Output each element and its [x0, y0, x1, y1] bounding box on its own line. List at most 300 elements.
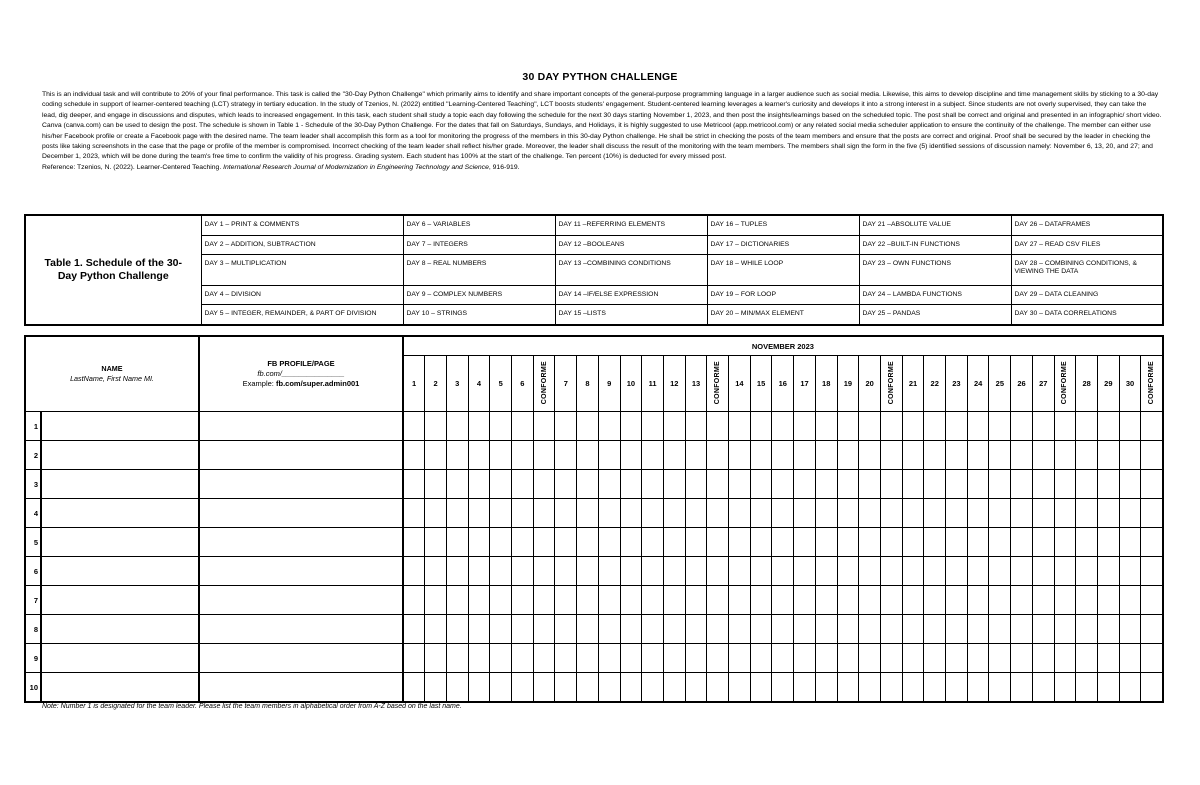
day-check-cell[interactable]	[1098, 586, 1120, 615]
conforme-cell[interactable]	[533, 412, 555, 441]
conforme-cell[interactable]	[1054, 673, 1076, 703]
day-check-cell[interactable]	[1098, 499, 1120, 528]
day-check-cell[interactable]	[967, 557, 989, 586]
day-check-cell[interactable]	[750, 673, 772, 703]
day-check-cell[interactable]	[1119, 499, 1141, 528]
day-check-cell[interactable]	[577, 470, 599, 499]
conforme-cell[interactable]	[1141, 586, 1163, 615]
day-check-cell[interactable]	[1032, 499, 1054, 528]
day-check-cell[interactable]	[490, 499, 512, 528]
day-check-cell[interactable]	[598, 441, 620, 470]
day-check-cell[interactable]	[446, 586, 468, 615]
day-check-cell[interactable]	[902, 557, 924, 586]
day-check-cell[interactable]	[859, 499, 881, 528]
day-check-cell[interactable]	[1032, 528, 1054, 557]
day-check-cell[interactable]	[468, 615, 490, 644]
day-check-cell[interactable]	[490, 441, 512, 470]
day-check-cell[interactable]	[468, 673, 490, 703]
day-check-cell[interactable]	[663, 470, 685, 499]
day-check-cell[interactable]	[1076, 499, 1098, 528]
day-check-cell[interactable]	[663, 499, 685, 528]
fb-profile-cell[interactable]	[199, 557, 403, 586]
day-check-cell[interactable]	[620, 644, 642, 673]
day-check-cell[interactable]	[902, 673, 924, 703]
day-check-cell[interactable]	[967, 441, 989, 470]
day-check-cell[interactable]	[729, 470, 751, 499]
day-check-cell[interactable]	[967, 528, 989, 557]
conforme-cell[interactable]	[880, 644, 902, 673]
day-check-cell[interactable]	[490, 470, 512, 499]
conforme-cell[interactable]	[533, 644, 555, 673]
day-check-cell[interactable]	[620, 499, 642, 528]
day-check-cell[interactable]	[512, 644, 534, 673]
conforme-cell[interactable]	[1141, 673, 1163, 703]
day-check-cell[interactable]	[512, 557, 534, 586]
day-check-cell[interactable]	[685, 470, 707, 499]
day-check-cell[interactable]	[946, 528, 968, 557]
day-check-cell[interactable]	[967, 412, 989, 441]
fb-profile-cell[interactable]	[199, 528, 403, 557]
day-check-cell[interactable]	[794, 499, 816, 528]
conforme-cell[interactable]	[533, 470, 555, 499]
day-check-cell[interactable]	[989, 673, 1011, 703]
day-check-cell[interactable]	[685, 586, 707, 615]
conforme-cell[interactable]	[533, 441, 555, 470]
conforme-cell[interactable]	[533, 586, 555, 615]
day-check-cell[interactable]	[1119, 644, 1141, 673]
day-check-cell[interactable]	[598, 557, 620, 586]
day-check-cell[interactable]	[859, 441, 881, 470]
day-check-cell[interactable]	[490, 412, 512, 441]
day-check-cell[interactable]	[403, 499, 425, 528]
day-check-cell[interactable]	[967, 499, 989, 528]
day-check-cell[interactable]	[1032, 441, 1054, 470]
day-check-cell[interactable]	[663, 586, 685, 615]
day-check-cell[interactable]	[794, 412, 816, 441]
name-cell[interactable]	[41, 499, 199, 528]
day-check-cell[interactable]	[729, 586, 751, 615]
day-check-cell[interactable]	[577, 586, 599, 615]
day-check-cell[interactable]	[685, 615, 707, 644]
day-check-cell[interactable]	[663, 615, 685, 644]
day-check-cell[interactable]	[815, 586, 837, 615]
day-check-cell[interactable]	[859, 470, 881, 499]
day-check-cell[interactable]	[837, 615, 859, 644]
conforme-cell[interactable]	[1054, 528, 1076, 557]
day-check-cell[interactable]	[490, 528, 512, 557]
day-check-cell[interactable]	[772, 644, 794, 673]
name-cell[interactable]	[41, 441, 199, 470]
day-check-cell[interactable]	[794, 586, 816, 615]
day-check-cell[interactable]	[924, 615, 946, 644]
day-check-cell[interactable]	[555, 673, 577, 703]
day-check-cell[interactable]	[1011, 615, 1033, 644]
day-check-cell[interactable]	[577, 557, 599, 586]
day-check-cell[interactable]	[468, 470, 490, 499]
day-check-cell[interactable]	[403, 644, 425, 673]
day-check-cell[interactable]	[555, 557, 577, 586]
day-check-cell[interactable]	[794, 441, 816, 470]
day-check-cell[interactable]	[1011, 586, 1033, 615]
day-check-cell[interactable]	[815, 441, 837, 470]
conforme-cell[interactable]	[880, 673, 902, 703]
day-check-cell[interactable]	[794, 673, 816, 703]
day-check-cell[interactable]	[685, 644, 707, 673]
day-check-cell[interactable]	[1011, 673, 1033, 703]
day-check-cell[interactable]	[1011, 557, 1033, 586]
day-check-cell[interactable]	[902, 499, 924, 528]
day-check-cell[interactable]	[924, 586, 946, 615]
day-check-cell[interactable]	[620, 615, 642, 644]
day-check-cell[interactable]	[729, 528, 751, 557]
day-check-cell[interactable]	[750, 557, 772, 586]
day-check-cell[interactable]	[620, 441, 642, 470]
day-check-cell[interactable]	[946, 557, 968, 586]
day-check-cell[interactable]	[512, 615, 534, 644]
day-check-cell[interactable]	[729, 644, 751, 673]
day-check-cell[interactable]	[989, 499, 1011, 528]
day-check-cell[interactable]	[772, 615, 794, 644]
day-check-cell[interactable]	[924, 470, 946, 499]
day-check-cell[interactable]	[577, 615, 599, 644]
conforme-cell[interactable]	[707, 586, 729, 615]
day-check-cell[interactable]	[772, 557, 794, 586]
name-cell[interactable]	[41, 673, 199, 703]
conforme-cell[interactable]	[533, 499, 555, 528]
day-check-cell[interactable]	[989, 586, 1011, 615]
day-check-cell[interactable]	[837, 673, 859, 703]
day-check-cell[interactable]	[642, 644, 664, 673]
day-check-cell[interactable]	[794, 644, 816, 673]
day-check-cell[interactable]	[946, 644, 968, 673]
day-check-cell[interactable]	[1011, 644, 1033, 673]
day-check-cell[interactable]	[1011, 470, 1033, 499]
day-check-cell[interactable]	[729, 615, 751, 644]
day-check-cell[interactable]	[1119, 470, 1141, 499]
conforme-cell[interactable]	[1054, 412, 1076, 441]
day-check-cell[interactable]	[555, 586, 577, 615]
fb-profile-cell[interactable]	[199, 586, 403, 615]
day-check-cell[interactable]	[446, 644, 468, 673]
day-check-cell[interactable]	[902, 412, 924, 441]
day-check-cell[interactable]	[815, 644, 837, 673]
day-check-cell[interactable]	[1098, 470, 1120, 499]
name-cell[interactable]	[41, 586, 199, 615]
day-check-cell[interactable]	[750, 499, 772, 528]
conforme-cell[interactable]	[1054, 644, 1076, 673]
day-check-cell[interactable]	[794, 557, 816, 586]
day-check-cell[interactable]	[446, 499, 468, 528]
day-check-cell[interactable]	[620, 528, 642, 557]
day-check-cell[interactable]	[1076, 412, 1098, 441]
conforme-cell[interactable]	[707, 412, 729, 441]
day-check-cell[interactable]	[425, 673, 447, 703]
conforme-cell[interactable]	[533, 673, 555, 703]
day-check-cell[interactable]	[729, 441, 751, 470]
conforme-cell[interactable]	[880, 586, 902, 615]
day-check-cell[interactable]	[924, 673, 946, 703]
day-check-cell[interactable]	[425, 499, 447, 528]
day-check-cell[interactable]	[468, 528, 490, 557]
day-check-cell[interactable]	[620, 412, 642, 441]
conforme-cell[interactable]	[1054, 470, 1076, 499]
conforme-cell[interactable]	[1054, 586, 1076, 615]
day-check-cell[interactable]	[750, 441, 772, 470]
conforme-cell[interactable]	[533, 557, 555, 586]
day-check-cell[interactable]	[902, 615, 924, 644]
day-check-cell[interactable]	[598, 499, 620, 528]
day-check-cell[interactable]	[468, 586, 490, 615]
conforme-cell[interactable]	[1054, 441, 1076, 470]
day-check-cell[interactable]	[1098, 528, 1120, 557]
day-check-cell[interactable]	[837, 557, 859, 586]
day-check-cell[interactable]	[598, 470, 620, 499]
day-check-cell[interactable]	[577, 673, 599, 703]
day-check-cell[interactable]	[403, 412, 425, 441]
day-check-cell[interactable]	[902, 470, 924, 499]
day-check-cell[interactable]	[902, 528, 924, 557]
day-check-cell[interactable]	[598, 586, 620, 615]
day-check-cell[interactable]	[750, 470, 772, 499]
day-check-cell[interactable]	[946, 586, 968, 615]
conforme-cell[interactable]	[1141, 412, 1163, 441]
day-check-cell[interactable]	[642, 499, 664, 528]
conforme-cell[interactable]	[533, 615, 555, 644]
day-check-cell[interactable]	[1098, 673, 1120, 703]
day-check-cell[interactable]	[924, 528, 946, 557]
day-check-cell[interactable]	[815, 673, 837, 703]
conforme-cell[interactable]	[707, 644, 729, 673]
day-check-cell[interactable]	[772, 412, 794, 441]
day-check-cell[interactable]	[815, 499, 837, 528]
day-check-cell[interactable]	[989, 528, 1011, 557]
day-check-cell[interactable]	[446, 557, 468, 586]
day-check-cell[interactable]	[794, 615, 816, 644]
day-check-cell[interactable]	[815, 557, 837, 586]
day-check-cell[interactable]	[512, 528, 534, 557]
day-check-cell[interactable]	[837, 528, 859, 557]
day-check-cell[interactable]	[555, 644, 577, 673]
day-check-cell[interactable]	[924, 412, 946, 441]
fb-profile-cell[interactable]	[199, 615, 403, 644]
day-check-cell[interactable]	[772, 673, 794, 703]
day-check-cell[interactable]	[446, 441, 468, 470]
day-check-cell[interactable]	[946, 441, 968, 470]
day-check-cell[interactable]	[772, 528, 794, 557]
day-check-cell[interactable]	[663, 441, 685, 470]
day-check-cell[interactable]	[837, 441, 859, 470]
day-check-cell[interactable]	[989, 412, 1011, 441]
day-check-cell[interactable]	[425, 644, 447, 673]
day-check-cell[interactable]	[1076, 470, 1098, 499]
day-check-cell[interactable]	[512, 470, 534, 499]
day-check-cell[interactable]	[1076, 441, 1098, 470]
conforme-cell[interactable]	[707, 528, 729, 557]
conforme-cell[interactable]	[1141, 557, 1163, 586]
day-check-cell[interactable]	[403, 557, 425, 586]
day-check-cell[interactable]	[902, 441, 924, 470]
day-check-cell[interactable]	[577, 528, 599, 557]
day-check-cell[interactable]	[1098, 441, 1120, 470]
conforme-cell[interactable]	[1141, 615, 1163, 644]
day-check-cell[interactable]	[468, 644, 490, 673]
day-check-cell[interactable]	[859, 586, 881, 615]
day-check-cell[interactable]	[468, 412, 490, 441]
day-check-cell[interactable]	[490, 586, 512, 615]
day-check-cell[interactable]	[772, 499, 794, 528]
day-check-cell[interactable]	[403, 673, 425, 703]
conforme-cell[interactable]	[707, 441, 729, 470]
day-check-cell[interactable]	[685, 528, 707, 557]
day-check-cell[interactable]	[425, 586, 447, 615]
day-check-cell[interactable]	[685, 499, 707, 528]
day-check-cell[interactable]	[663, 673, 685, 703]
day-check-cell[interactable]	[598, 644, 620, 673]
conforme-cell[interactable]	[1141, 441, 1163, 470]
day-check-cell[interactable]	[1076, 644, 1098, 673]
day-check-cell[interactable]	[815, 470, 837, 499]
day-check-cell[interactable]	[772, 586, 794, 615]
day-check-cell[interactable]	[967, 673, 989, 703]
day-check-cell[interactable]	[512, 499, 534, 528]
name-cell[interactable]	[41, 528, 199, 557]
day-check-cell[interactable]	[685, 557, 707, 586]
day-check-cell[interactable]	[425, 441, 447, 470]
day-check-cell[interactable]	[1032, 615, 1054, 644]
day-check-cell[interactable]	[946, 615, 968, 644]
day-check-cell[interactable]	[837, 586, 859, 615]
day-check-cell[interactable]	[1032, 557, 1054, 586]
fb-profile-cell[interactable]	[199, 644, 403, 673]
name-cell[interactable]	[41, 412, 199, 441]
day-check-cell[interactable]	[1011, 441, 1033, 470]
day-check-cell[interactable]	[967, 470, 989, 499]
day-check-cell[interactable]	[425, 615, 447, 644]
day-check-cell[interactable]	[989, 470, 1011, 499]
day-check-cell[interactable]	[1119, 586, 1141, 615]
day-check-cell[interactable]	[642, 470, 664, 499]
day-check-cell[interactable]	[794, 470, 816, 499]
day-check-cell[interactable]	[1032, 586, 1054, 615]
name-cell[interactable]	[41, 615, 199, 644]
day-check-cell[interactable]	[967, 644, 989, 673]
fb-profile-cell[interactable]	[199, 673, 403, 703]
day-check-cell[interactable]	[555, 470, 577, 499]
conforme-cell[interactable]	[880, 499, 902, 528]
day-check-cell[interactable]	[425, 412, 447, 441]
day-check-cell[interactable]	[750, 615, 772, 644]
conforme-cell[interactable]	[707, 557, 729, 586]
day-check-cell[interactable]	[989, 644, 1011, 673]
day-check-cell[interactable]	[490, 644, 512, 673]
conforme-cell[interactable]	[1141, 499, 1163, 528]
conforme-cell[interactable]	[880, 615, 902, 644]
day-check-cell[interactable]	[815, 412, 837, 441]
day-check-cell[interactable]	[924, 441, 946, 470]
day-check-cell[interactable]	[946, 470, 968, 499]
day-check-cell[interactable]	[490, 673, 512, 703]
day-check-cell[interactable]	[1011, 499, 1033, 528]
day-check-cell[interactable]	[924, 557, 946, 586]
day-check-cell[interactable]	[1098, 615, 1120, 644]
day-check-cell[interactable]	[577, 412, 599, 441]
day-check-cell[interactable]	[772, 441, 794, 470]
day-check-cell[interactable]	[642, 441, 664, 470]
day-check-cell[interactable]	[663, 412, 685, 441]
day-check-cell[interactable]	[1032, 470, 1054, 499]
day-check-cell[interactable]	[1076, 586, 1098, 615]
day-check-cell[interactable]	[642, 586, 664, 615]
day-check-cell[interactable]	[685, 441, 707, 470]
day-check-cell[interactable]	[512, 673, 534, 703]
day-check-cell[interactable]	[1032, 673, 1054, 703]
conforme-cell[interactable]	[707, 615, 729, 644]
day-check-cell[interactable]	[750, 528, 772, 557]
day-check-cell[interactable]	[446, 528, 468, 557]
day-check-cell[interactable]	[1076, 528, 1098, 557]
day-check-cell[interactable]	[468, 441, 490, 470]
day-check-cell[interactable]	[989, 441, 1011, 470]
day-check-cell[interactable]	[1076, 673, 1098, 703]
conforme-cell[interactable]	[880, 528, 902, 557]
day-check-cell[interactable]	[1119, 528, 1141, 557]
day-check-cell[interactable]	[1119, 412, 1141, 441]
day-check-cell[interactable]	[837, 412, 859, 441]
day-check-cell[interactable]	[1032, 412, 1054, 441]
fb-profile-cell[interactable]	[199, 441, 403, 470]
day-check-cell[interactable]	[967, 586, 989, 615]
day-check-cell[interactable]	[989, 615, 1011, 644]
day-check-cell[interactable]	[403, 470, 425, 499]
conforme-cell[interactable]	[1141, 644, 1163, 673]
conforme-cell[interactable]	[880, 412, 902, 441]
day-check-cell[interactable]	[663, 557, 685, 586]
day-check-cell[interactable]	[446, 412, 468, 441]
conforme-cell[interactable]	[707, 499, 729, 528]
day-check-cell[interactable]	[902, 586, 924, 615]
day-check-cell[interactable]	[685, 673, 707, 703]
day-check-cell[interactable]	[946, 412, 968, 441]
day-check-cell[interactable]	[1032, 644, 1054, 673]
conforme-cell[interactable]	[1141, 528, 1163, 557]
day-check-cell[interactable]	[577, 499, 599, 528]
day-check-cell[interactable]	[1076, 615, 1098, 644]
name-cell[interactable]	[41, 557, 199, 586]
day-check-cell[interactable]	[642, 673, 664, 703]
day-check-cell[interactable]	[577, 441, 599, 470]
day-check-cell[interactable]	[425, 557, 447, 586]
day-check-cell[interactable]	[1011, 412, 1033, 441]
day-check-cell[interactable]	[729, 557, 751, 586]
day-check-cell[interactable]	[663, 528, 685, 557]
day-check-cell[interactable]	[555, 412, 577, 441]
day-check-cell[interactable]	[598, 673, 620, 703]
conforme-cell[interactable]	[1054, 557, 1076, 586]
conforme-cell[interactable]	[707, 673, 729, 703]
conforme-cell[interactable]	[1054, 615, 1076, 644]
day-check-cell[interactable]	[642, 528, 664, 557]
day-check-cell[interactable]	[598, 615, 620, 644]
day-check-cell[interactable]	[859, 528, 881, 557]
day-check-cell[interactable]	[446, 673, 468, 703]
day-check-cell[interactable]	[837, 644, 859, 673]
day-check-cell[interactable]	[750, 644, 772, 673]
day-check-cell[interactable]	[946, 673, 968, 703]
day-check-cell[interactable]	[685, 412, 707, 441]
day-check-cell[interactable]	[946, 499, 968, 528]
day-check-cell[interactable]	[620, 673, 642, 703]
conforme-cell[interactable]	[707, 470, 729, 499]
